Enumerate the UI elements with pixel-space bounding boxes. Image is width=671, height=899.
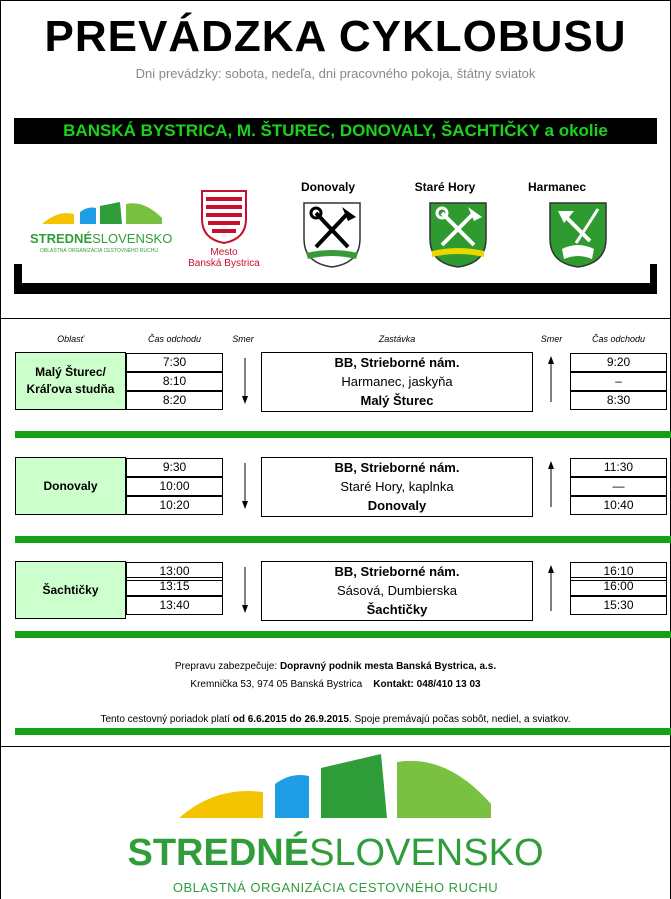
arrow-down-icon	[240, 463, 250, 509]
departure-time: 10:20	[126, 496, 223, 515]
return-time: 16:00	[570, 577, 667, 596]
area-sachticky: Šachtičky	[15, 561, 126, 619]
carrier-line: Prepravu zabezpečuje: Dopravný podnik mesta Banská Bystrica, a.s.	[174, 661, 497, 672]
logo-frame-left	[14, 264, 22, 294]
return-time: 8:30	[570, 391, 667, 410]
logo-tagline: OBLASTNÁ ORGANIZÁCIA CESTOVNÉHO RUCHU	[172, 880, 499, 895]
operation-days: Dni prevádzky: sobota, nedeľa, dni pracovného pokoja, štátny sviatok	[135, 66, 536, 81]
return-time: –	[570, 372, 667, 391]
section-divider	[15, 536, 671, 543]
header-direction: Smer	[232, 334, 254, 344]
stredne-slovensko-logo-small-icon	[40, 200, 164, 226]
logo-small-text: STREDNÉSLOVENSKO	[30, 231, 173, 246]
departure-time: 13:15	[126, 577, 223, 596]
return-time: 11:30	[570, 458, 667, 477]
departure-time: 8:10	[126, 372, 223, 391]
crest-label-stare-hory: Staré Hory	[414, 180, 476, 194]
stare-hory-crest-icon	[428, 201, 488, 269]
departure-time: 8:20	[126, 391, 223, 410]
harmanec-crest-icon	[548, 201, 608, 269]
donovaly-crest-icon	[302, 201, 362, 269]
departure-time: 10:00	[126, 477, 223, 496]
header-direction-back: Smer	[540, 334, 563, 344]
return-time: —	[570, 477, 667, 496]
crest-label-harmanec: Harmanec	[527, 180, 587, 194]
route-stops: BB, Strieborné nám. Harmanec, jaskyňa Malý Šturec	[261, 352, 533, 412]
arrow-down-icon	[240, 358, 250, 404]
logo-text: STREDNÉSLOVENSKO	[127, 832, 544, 874]
return-time: 16:10	[570, 562, 667, 581]
header-area: Oblasť	[57, 334, 84, 344]
mesto-label: Mesto Banská Bystrica	[188, 247, 260, 269]
route-stops: BB, Strieborné nám. Sásová, Dumbierska Šachtičky	[261, 561, 533, 621]
header-departure: Čas odchodu	[147, 334, 202, 344]
section-divider	[15, 431, 671, 438]
area-donovaly: Donovaly	[15, 457, 126, 515]
departure-time: 9:30	[126, 458, 223, 477]
departure-time: 13:40	[126, 596, 223, 615]
return-time: 15:30	[570, 596, 667, 615]
crest-label-donovaly: Donovaly	[300, 180, 355, 194]
arrow-up-icon	[546, 565, 556, 611]
logo-frame-bottom	[22, 283, 650, 294]
return-time: 10:40	[570, 496, 667, 515]
departure-time: 7:30	[126, 353, 223, 372]
arrow-up-icon	[546, 461, 556, 507]
stredne-slovensko-logo-icon	[175, 752, 495, 824]
route-stops: BB, Strieborné nám. Staré Hory, kaplnka Donovaly	[261, 457, 533, 517]
logo-frame-right	[650, 264, 657, 294]
banska-bystrica-crest-icon	[200, 189, 248, 245]
address-line: Kremnička 53, 974 05 Banská Bystrica Kontakt: 048/410 13 03	[190, 679, 481, 690]
header-stop: Zastávka	[378, 334, 416, 344]
header-departure-back: Čas odchodu	[591, 334, 646, 344]
section-divider	[15, 631, 671, 638]
departure-time: 13:00	[126, 562, 223, 581]
arrow-up-icon	[546, 356, 556, 402]
page-title: PREVÁDZKA CYKLOBUSU	[44, 12, 627, 61]
return-time: 9:20	[570, 353, 667, 372]
arrow-down-icon	[240, 567, 250, 613]
footer-divider	[15, 728, 671, 735]
validity-line: Tento cestovný poriadok platí od 6.6.2015 do 26.9.2015. Spoje premávajú počas sobôt, nediel, a sviatkov.	[100, 714, 571, 725]
area-maly-sturec: Malý Šturec/ Kráľova studňa	[15, 352, 126, 410]
logo-small-tagline: OBLASTNÁ ORGANIZÁCIA CESTOVNÉHO RUCHU	[40, 248, 158, 254]
route-banner: BANSKÁ BYSTRICA, M. ŠTUREC, DONOVALY, ŠACHTIČKY a okolie	[14, 118, 657, 144]
